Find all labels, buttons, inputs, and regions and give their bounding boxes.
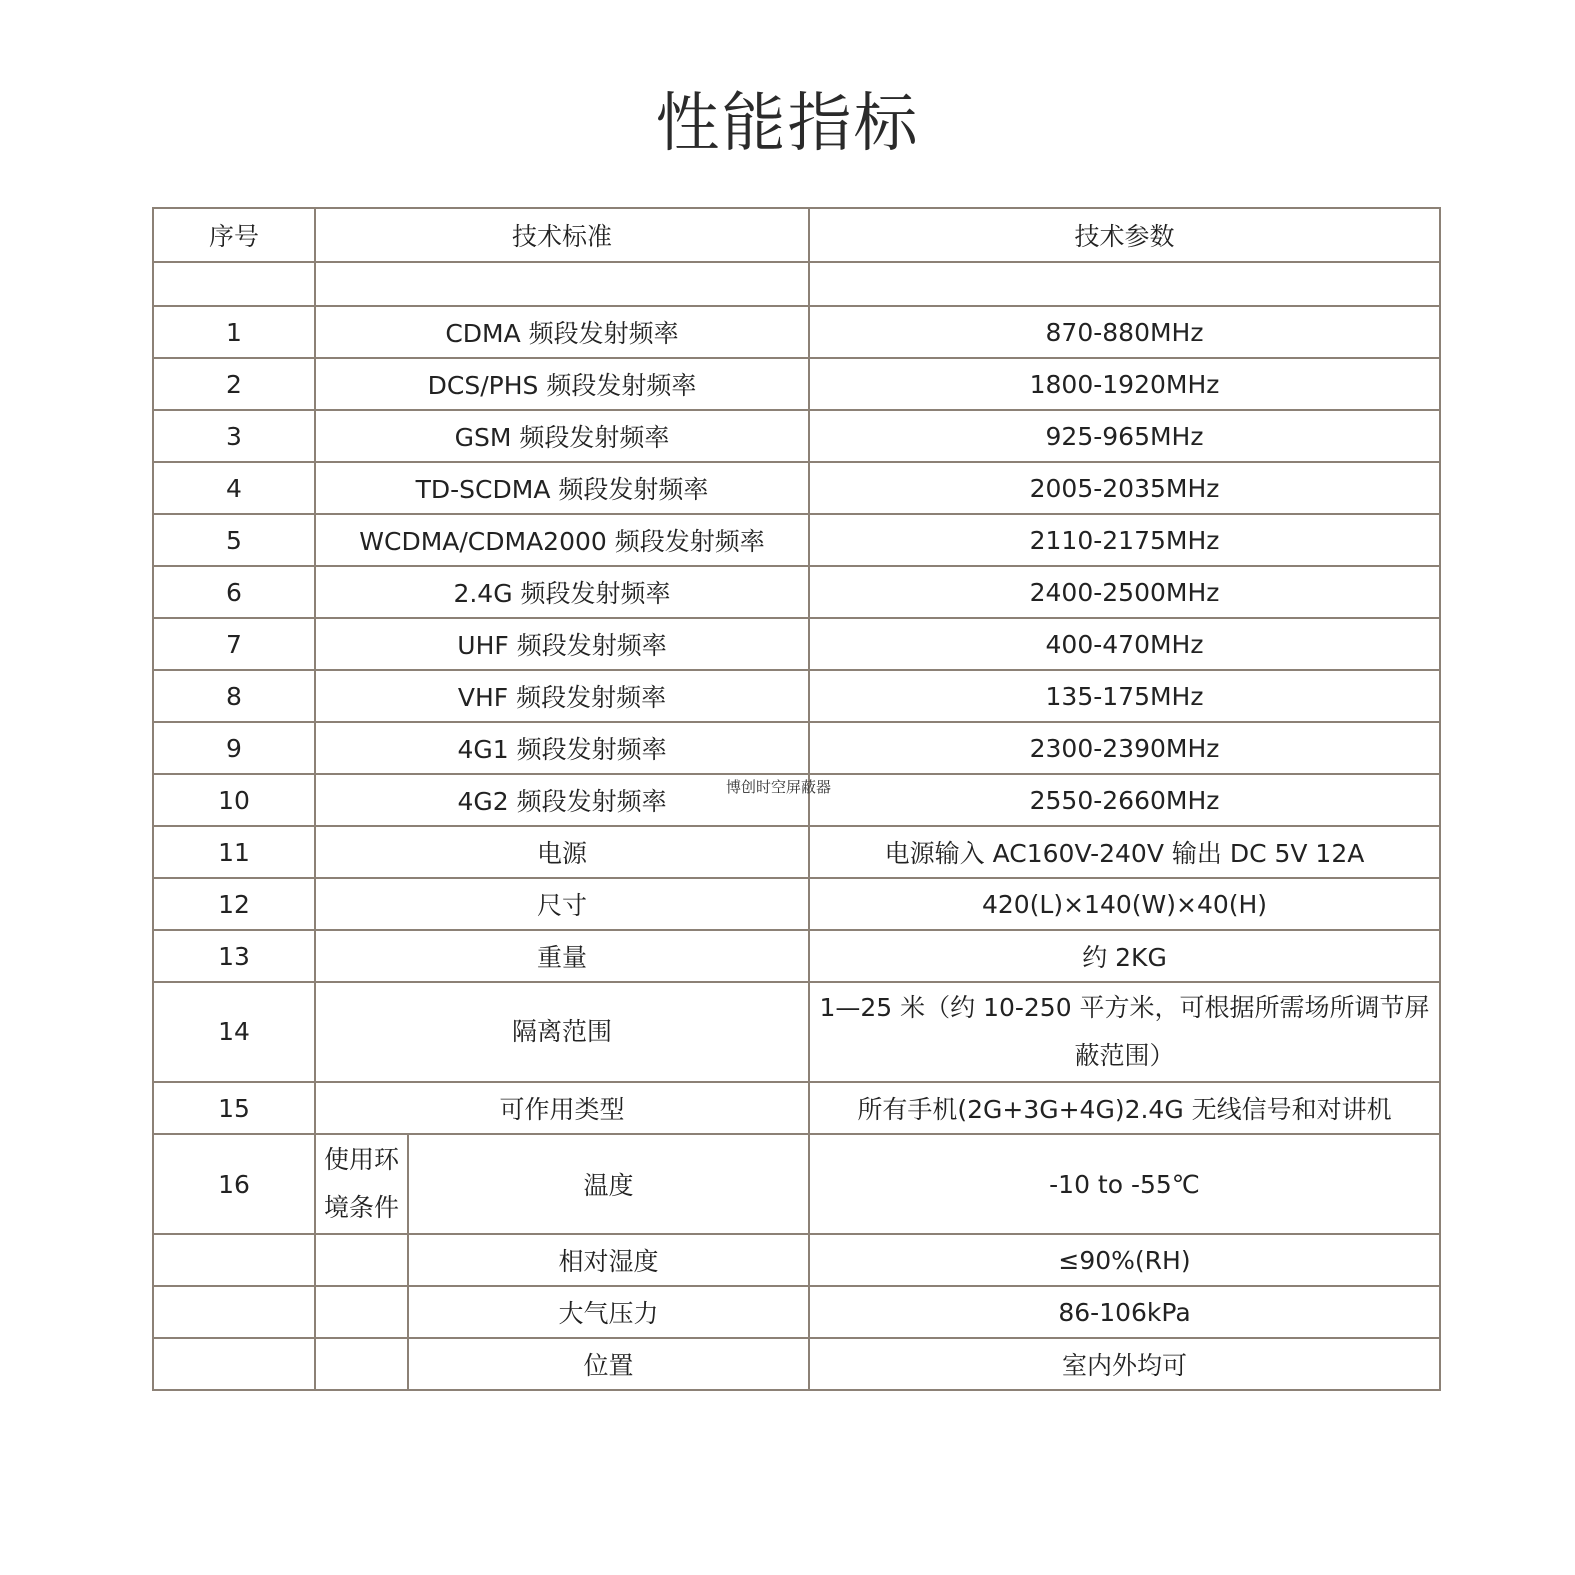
- header-standard: 技术标准: [315, 208, 809, 262]
- row-param: 2005-2035MHz: [809, 462, 1440, 514]
- blank-cell: [315, 1234, 408, 1286]
- row-no: 11: [153, 826, 315, 878]
- row-param: 2300-2390MHz: [809, 722, 1440, 774]
- row-standard: GSM 频段发射频率: [315, 410, 809, 462]
- row-no: 8: [153, 670, 315, 722]
- env-item-value: -10 to -55℃: [809, 1134, 1440, 1234]
- row-standard: VHF 频段发射频率: [315, 670, 809, 722]
- row-param: 2110-2175MHz: [809, 514, 1440, 566]
- row-no: 13: [153, 930, 315, 982]
- row-standard: WCDMA/CDMA2000 频段发射频率: [315, 514, 809, 566]
- row-param: 400-470MHz: [809, 618, 1440, 670]
- env-item-label: 位置: [408, 1338, 809, 1390]
- table-row-env: [153, 1134, 1440, 1234]
- row-no: 9: [153, 722, 315, 774]
- env-item-value: ≤90%(RH): [809, 1234, 1440, 1286]
- env-item-label: 大气压力: [408, 1286, 809, 1338]
- table-row: [153, 410, 1440, 462]
- blank-cell: [315, 1338, 408, 1390]
- row-standard: 4G1 频段发射频率: [315, 722, 809, 774]
- row-standard: 隔离范围: [315, 982, 809, 1082]
- row-no: 1: [153, 306, 315, 358]
- row-standard: TD-SCDMA 频段发射频率: [315, 462, 809, 514]
- blank-cell: [153, 1234, 315, 1286]
- row-no: 15: [153, 1082, 315, 1134]
- blank-cell: [315, 1286, 408, 1338]
- env-item-value: 86-106kPa: [809, 1286, 1440, 1338]
- table-row-env: [153, 1286, 1440, 1338]
- row-no: 2: [153, 358, 315, 410]
- table-row: [153, 878, 1440, 930]
- table-row-env: [153, 1338, 1440, 1390]
- blank-cell: [153, 262, 315, 306]
- header-param: 技术参数: [809, 208, 1440, 262]
- env-item-label: 相对湿度: [408, 1234, 809, 1286]
- row-no: 6: [153, 566, 315, 618]
- blank-row: [153, 262, 1440, 306]
- row-standard: UHF 频段发射频率: [315, 618, 809, 670]
- table-row: [153, 566, 1440, 618]
- blank-cell: [809, 262, 1440, 306]
- row-no: 14: [153, 982, 315, 1082]
- row-standard: 可作用类型: [315, 1082, 809, 1134]
- env-item-value: 室内外均可: [809, 1338, 1440, 1390]
- env-item-label: 温度: [408, 1134, 809, 1234]
- table-row: [153, 618, 1440, 670]
- row-param: 2400-2500MHz: [809, 566, 1440, 618]
- row-standard: 电源: [315, 826, 809, 878]
- row-no: 3: [153, 410, 315, 462]
- row-param: 135-175MHz: [809, 670, 1440, 722]
- row-param: 所有手机(2G+3G+4G)2.4G 无线信号和对讲机: [809, 1082, 1440, 1134]
- table-row: [153, 982, 1440, 1082]
- row-standard: 2.4G 频段发射频率: [315, 566, 809, 618]
- row-no: 12: [153, 878, 315, 930]
- row-param: 1—25 米（约 10-250 平方米，可根据所需场所调节屏蔽范围）: [809, 982, 1440, 1082]
- table-row: [153, 462, 1440, 514]
- row-param: 870-880MHz: [809, 306, 1440, 358]
- table-row: [153, 1082, 1440, 1134]
- table-row: [153, 670, 1440, 722]
- watermark-text: 博创时空屏蔽器: [726, 778, 832, 796]
- row-standard: 尺寸: [315, 878, 809, 930]
- row-param: 电源输入 AC160V-240V 输出 DC 5V 12A: [809, 826, 1440, 878]
- blank-cell: [315, 262, 809, 306]
- spec-table: [152, 207, 1441, 1391]
- row-no: 10: [153, 774, 315, 826]
- table-row: [153, 722, 1440, 774]
- blank-cell: [153, 1338, 315, 1390]
- row-no: 7: [153, 618, 315, 670]
- table-row: [153, 514, 1440, 566]
- row-no: 4: [153, 462, 315, 514]
- row-param: 约 2KG: [809, 930, 1440, 982]
- row-standard: DCS/PHS 频段发射频率: [315, 358, 809, 410]
- table-row-env: [153, 1234, 1440, 1286]
- row-no: 5: [153, 514, 315, 566]
- blank-cell: [153, 1286, 315, 1338]
- row-param: 420(L)×140(W)×40(H): [809, 878, 1440, 930]
- table-row: [153, 358, 1440, 410]
- row-param: 2550-2660MHz: [809, 774, 1440, 826]
- row-param: 925-965MHz: [809, 410, 1440, 462]
- row-standard: CDMA 频段发射频率: [315, 306, 809, 358]
- table-header-row: [153, 208, 1440, 262]
- table-row: [153, 306, 1440, 358]
- env-group-label: 使用环境条件: [315, 1134, 408, 1234]
- row-standard: 重量: [315, 930, 809, 982]
- header-no: 序号: [153, 208, 315, 262]
- table-row: [153, 930, 1440, 982]
- row-param: 1800-1920MHz: [809, 358, 1440, 410]
- page-title: 性能指标: [655, 87, 920, 161]
- row-no: 16: [153, 1134, 315, 1234]
- table-row: [153, 826, 1440, 878]
- row-standard: 4G2 频段发射频率: [315, 774, 809, 826]
